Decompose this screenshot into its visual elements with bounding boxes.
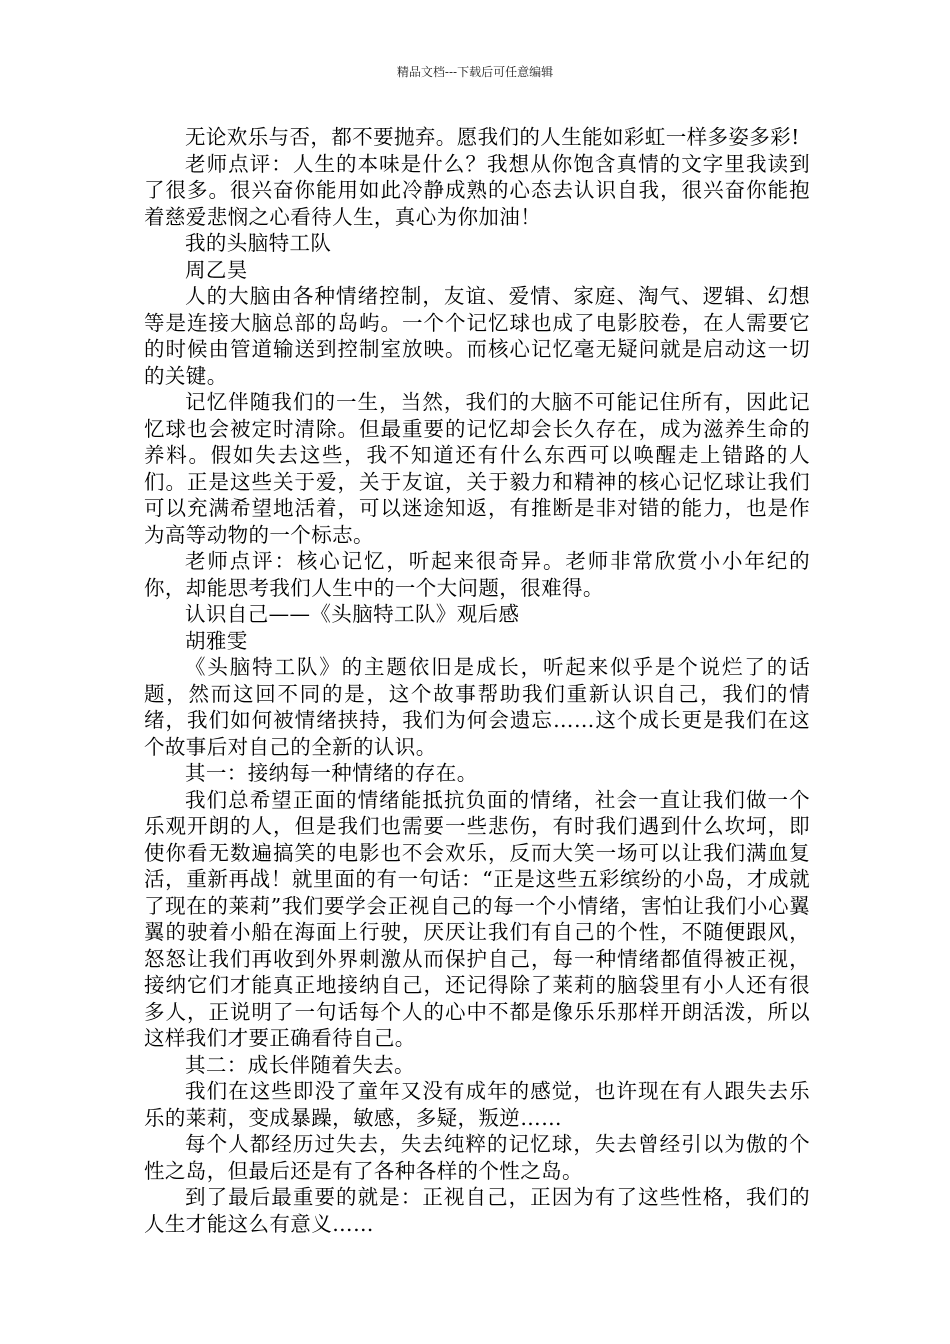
- teacher-comment: 老师点评：人生的本味是什么？我想从你饱含真情的文字里我读到了很多。很兴奋你能用如此冷静成熟的心态去认识自我，很兴奋你能抱着慈爱悲悯之心看待人生，真心为你加油！: [144, 151, 810, 229]
- paragraph: 到了最后最重要的就是：正视自己，正因为有了这些性格，我们的人生才能这么有意义……: [144, 1185, 810, 1236]
- document-body: [144, 124, 810, 1237]
- paragraph: 记忆伴随我们的一生，当然，我们的大脑不可能记住所有，因此记忆球也会被定时清除。但最重要的记忆却会长久存在，成为滋养生命的养料。假如失去这些，我不知道还有什么东西可以唤醒走上错路的人们。正是这些关于爱，关于友谊，关于毅力和精神的核心记忆球让我们可以充满希望地活着，可以迷途知返，有推断是非对错的能力，也是作为高等动物的一个标志。: [144, 390, 810, 547]
- section-heading: 其一：接纳每一种情绪的存在。: [185, 761, 478, 785]
- teacher-comment: 老师点评：核心记忆，听起来很奇异。老师非常欣赏小小年纪的你，却能思考我们人生中的一个大问题，很难得。: [144, 549, 810, 600]
- paragraph: 我们在这些即没了童年又没有成年的感觉，也许现在有人跟失去乐乐的莱莉，变成暴躁，敏感，多疑，叛逆……: [144, 1079, 810, 1130]
- essay-author: 周乙昊: [185, 257, 248, 282]
- essay-title: 我的头脑特工队: [185, 231, 332, 255]
- essay-title: 认识自己——《头脑特工队》观后感: [185, 602, 520, 626]
- paragraph: 人的大脑由各种情绪控制，友谊、爱情、家庭、淘气、逻辑、幻想等是连接大脑总部的岛屿。一个个记忆球也成了电影胶卷，在人需要它的时候由管道输送到控制室放映。而核心记忆毫无疑问就是启动这一切的关键。: [144, 284, 810, 388]
- paragraph: 我们总希望正面的情绪能抵抗负面的情绪，社会一直让我们做一个乐观开朗的人，但是我们也需要一些悲伤，有时我们遇到什么坎坷，即使你看无数遍搞笑的电影也不会欢乐，反而大笑一场可以让我们满血复活，重新再战！就里面的有一句话：“正是这些五彩缤纷的小岛，才成就了现在的莱莉”我们要学会正视自己的每一个小情绪，害怕让我们小心翼翼的驶着小船在海面上行驶，厌厌让我们有自己的个性，不随便跟风，怒怒让我们再收到外界刺激从而保护自己，每一种情绪都值得被正视，接纳它们才能真正地接纳自己，还记得除了莱莉的脑袋里有小人还有很多人，正说明了一句话每个人的心中不都是像乐乐那样开朗活泼，所以这样我们才要正确看待自己。: [144, 787, 810, 1050]
- page-header: 精品文档---下载后可任意编辑: [396, 65, 554, 79]
- section-heading: 其二：成长伴随着失去。: [185, 1052, 415, 1077]
- paragraph: 每个人都经历过失去，失去纯粹的记忆球，失去曾经引以为傲的个性之岛，但最后还是有了各种各样的个性之岛。: [144, 1132, 810, 1183]
- essay-author: 胡雅雯: [185, 628, 248, 653]
- paragraph: 无论欢乐与否，都不要抛弃。愿我们的人生能如彩虹一样多姿多彩!: [185, 125, 800, 149]
- paragraph: 《头脑特工队》的主题依旧是成长，听起来似乎是个说烂了的话题，然而这回不同的是，这个故事帮助我们重新认识自己，我们的情绪，我们如何被情绪挟持，我们为何会遗忘……这个成长更是我们在这个故事后对自己的全新的认识。: [144, 655, 810, 759]
